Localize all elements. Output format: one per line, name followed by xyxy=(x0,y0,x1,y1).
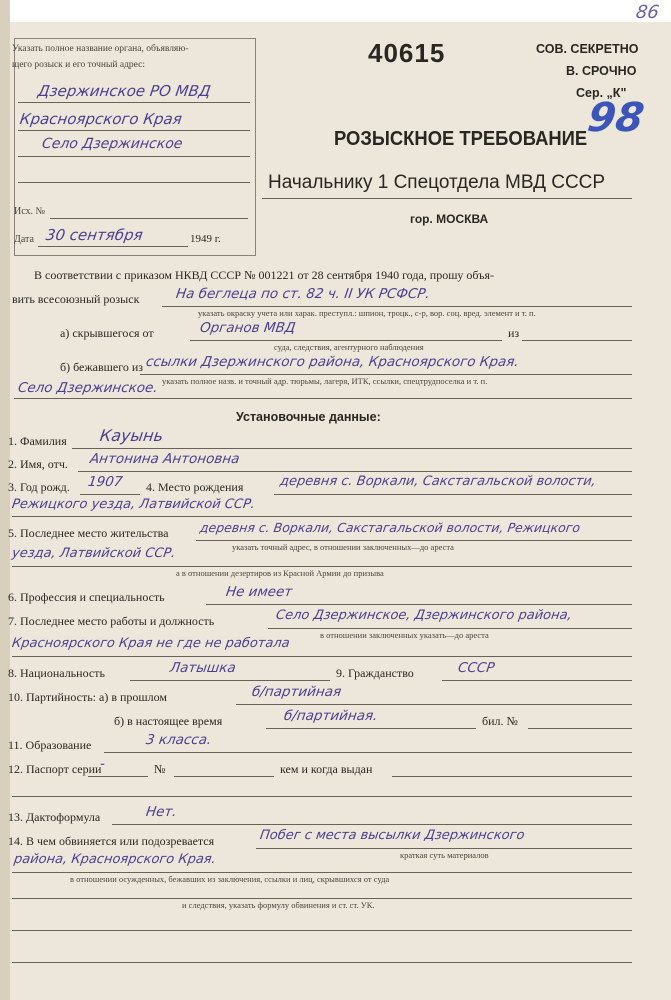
f6-hw: Не имеет xyxy=(224,584,294,600)
f7-hint: в отношении заключенных указать—до ареста xyxy=(320,630,489,640)
underline xyxy=(18,130,250,131)
underline xyxy=(268,628,632,629)
date-label: Дата xyxy=(14,234,34,245)
blue-mark: 98 xyxy=(584,95,647,141)
f14-hw-2: района, Красноярского Края. xyxy=(12,852,217,867)
f10b-bil: бил. № xyxy=(482,714,518,728)
f4-hw: деревня с. Воркали, Сакстагальской волости, xyxy=(278,474,597,489)
underline xyxy=(442,680,632,681)
intro-line-2-label: вить всесоюзный розыск xyxy=(12,292,140,306)
f2-hw: Антонина Антоновна xyxy=(88,451,241,467)
f11-label: 11. Образование xyxy=(8,738,92,752)
classification-2: В. СРОЧНО xyxy=(566,64,637,78)
f1-hw: Кауынь xyxy=(98,426,165,445)
underline xyxy=(162,306,632,307)
classification-3: Сер. „К" xyxy=(576,86,627,100)
underline xyxy=(528,728,632,729)
f5-label: 5. Последнее место жительства xyxy=(8,526,169,540)
f9-label: 9. Гражданство xyxy=(336,666,414,680)
ish-label: Исх. № xyxy=(14,206,46,217)
issuer-heading-1: Указать полное название органа, объявляю- xyxy=(12,44,189,54)
underline xyxy=(522,340,632,341)
b-label: б) бежавшего из xyxy=(60,360,144,374)
f4-label: 4. Место рождения xyxy=(146,480,244,494)
underline xyxy=(72,448,632,449)
a-iz: из xyxy=(508,326,520,340)
f5-hw-2: уезда, Латвийской ССР. xyxy=(10,546,177,561)
f5-hw: деревня с. Воркали, Сакстагальской волости, Режицкого xyxy=(198,520,582,535)
f6-label: 6. Профессия и специальность xyxy=(8,590,165,604)
a-label: а) скрывшегося от xyxy=(60,326,154,340)
underline xyxy=(14,398,632,399)
f10b-hw: б/партийная. xyxy=(282,708,379,724)
f10b-label: б) в настоящее время xyxy=(114,714,223,728)
f12-label: 12. Паспорт серии xyxy=(8,762,102,776)
f7-label: 7. Последнее место работы и должность xyxy=(8,614,215,628)
f11-hw: 3 класса. xyxy=(144,732,213,748)
a-hw: Органов МВД xyxy=(198,320,297,336)
underline xyxy=(12,898,632,899)
paper-left-edge xyxy=(0,0,10,1000)
underline xyxy=(112,824,632,825)
addressee: Начальнику 1 Спецотдела МВД СССР xyxy=(268,172,606,193)
underline xyxy=(104,752,632,753)
issuer-heading-2: щего розыск и его точный адрес: xyxy=(12,60,145,70)
f4-hw-2: Режицкого уезда, Латвийской ССР. xyxy=(10,497,256,512)
underline xyxy=(266,728,476,729)
underline xyxy=(12,656,632,657)
underline xyxy=(12,962,632,963)
a-hint: суда, следствия, агентурного наблюдения xyxy=(274,342,424,352)
intro-line-2-hw: На беглеца по ст. 82 ч. II УК РСФСР. xyxy=(174,286,431,302)
underline xyxy=(78,471,632,472)
underline xyxy=(206,604,632,605)
underline xyxy=(196,540,632,541)
underline xyxy=(38,246,188,247)
b-hint: указать полное назв. и точный адр. тюрьмы, лагеря, ИТК, ссылки, спецтрудпоселка и т. п. xyxy=(162,376,488,386)
f9-hw: СССР xyxy=(456,660,496,676)
underline xyxy=(18,182,250,183)
f14-hint-3: и следствия, указать формулу обвинения и ст. ст. УК. xyxy=(182,900,375,910)
underline xyxy=(256,848,632,849)
f13-label: 13. Дактоформула xyxy=(8,810,101,824)
intro-hint: указать окраску учета или харак. преступл.: шпион, троцк., с-р, вор. соц. вред. элемент и т. п. xyxy=(198,308,536,318)
f3-hw: 1907 xyxy=(86,474,124,490)
page-number: 86 xyxy=(634,2,661,23)
underline xyxy=(140,374,632,375)
underline xyxy=(88,776,148,777)
f12-kem: кем и когда выдан xyxy=(280,762,373,776)
underline xyxy=(174,776,274,777)
f14-hw: Побег с места высылки Дзержинского xyxy=(258,828,526,843)
issuer-line-2: Красноярского Края xyxy=(18,110,184,128)
issuer-line-3: Село Дзержинское xyxy=(40,136,184,152)
intro-line-1: В соответствии с приказом НКВД СССР № 001221 от 28 сентября 1940 года, прошу объя- xyxy=(34,268,494,282)
city: гор. МОСКВА xyxy=(410,212,489,226)
f10-hw: б/партийная xyxy=(250,684,343,700)
underline xyxy=(12,872,632,873)
f2-label: 2. Имя, отч. xyxy=(8,457,68,471)
f1-label: 1. Фамилия xyxy=(8,434,67,448)
underline xyxy=(12,516,632,517)
f12-no: № xyxy=(154,762,166,776)
b-hw-2: Село Дзержинское. xyxy=(16,380,159,396)
f12-hw: - xyxy=(98,756,106,772)
underline xyxy=(80,494,140,495)
b-hw: ссылки Дзержинского района, Красноярского Края. xyxy=(144,354,520,370)
underline xyxy=(12,566,632,567)
underline xyxy=(236,704,632,705)
date-handwritten: 30 сентября xyxy=(44,226,144,244)
underline xyxy=(12,930,632,931)
underline xyxy=(262,198,632,199)
f7-hw-2: Красноярского Края не где не работала xyxy=(10,636,291,651)
f14-hint: краткая суть материалов xyxy=(400,850,489,860)
underline xyxy=(392,776,632,777)
underline xyxy=(18,102,250,103)
date-year: 1949 г. xyxy=(190,233,221,245)
f10-label: 10. Партийность: а) в прошлом xyxy=(8,690,168,704)
f3-label: 3. Год рожд. xyxy=(8,480,70,494)
classification-1: СОВ. СЕКРЕТНО xyxy=(536,42,639,56)
section-title: Установочные данные: xyxy=(236,410,381,424)
underline xyxy=(130,680,330,681)
underline xyxy=(12,796,632,797)
f8-hw: Латышка xyxy=(168,660,237,676)
underline xyxy=(18,156,250,157)
f14-label: 14. В чем обвиняется или подозревается xyxy=(8,834,215,848)
underline xyxy=(50,218,248,219)
f5-hint: указать точный адрес, в отношении заключенных—до ареста xyxy=(232,542,454,552)
f7-hw: Село Дзержинское, Дзержинского района, xyxy=(274,608,573,623)
underline xyxy=(190,340,502,341)
issuer-line-1: Дзержинское РО МВД xyxy=(36,82,212,100)
f14-hint-2: в отношении осужденных, бежавших из заключения, ссылки и лиц, скрывшихся от суда xyxy=(70,874,390,884)
f8-label: 8. Национальность xyxy=(8,666,105,680)
f5-hint-2: а в отношении дезертиров из Красной Армии до призыва xyxy=(176,568,384,578)
f13-hw: Нет. xyxy=(144,804,178,820)
underline xyxy=(274,494,632,495)
stamp-number: 40615 xyxy=(368,38,446,68)
document-title: РОЗЫСКНОЕ ТРЕБОВАНИЕ xyxy=(334,128,588,150)
